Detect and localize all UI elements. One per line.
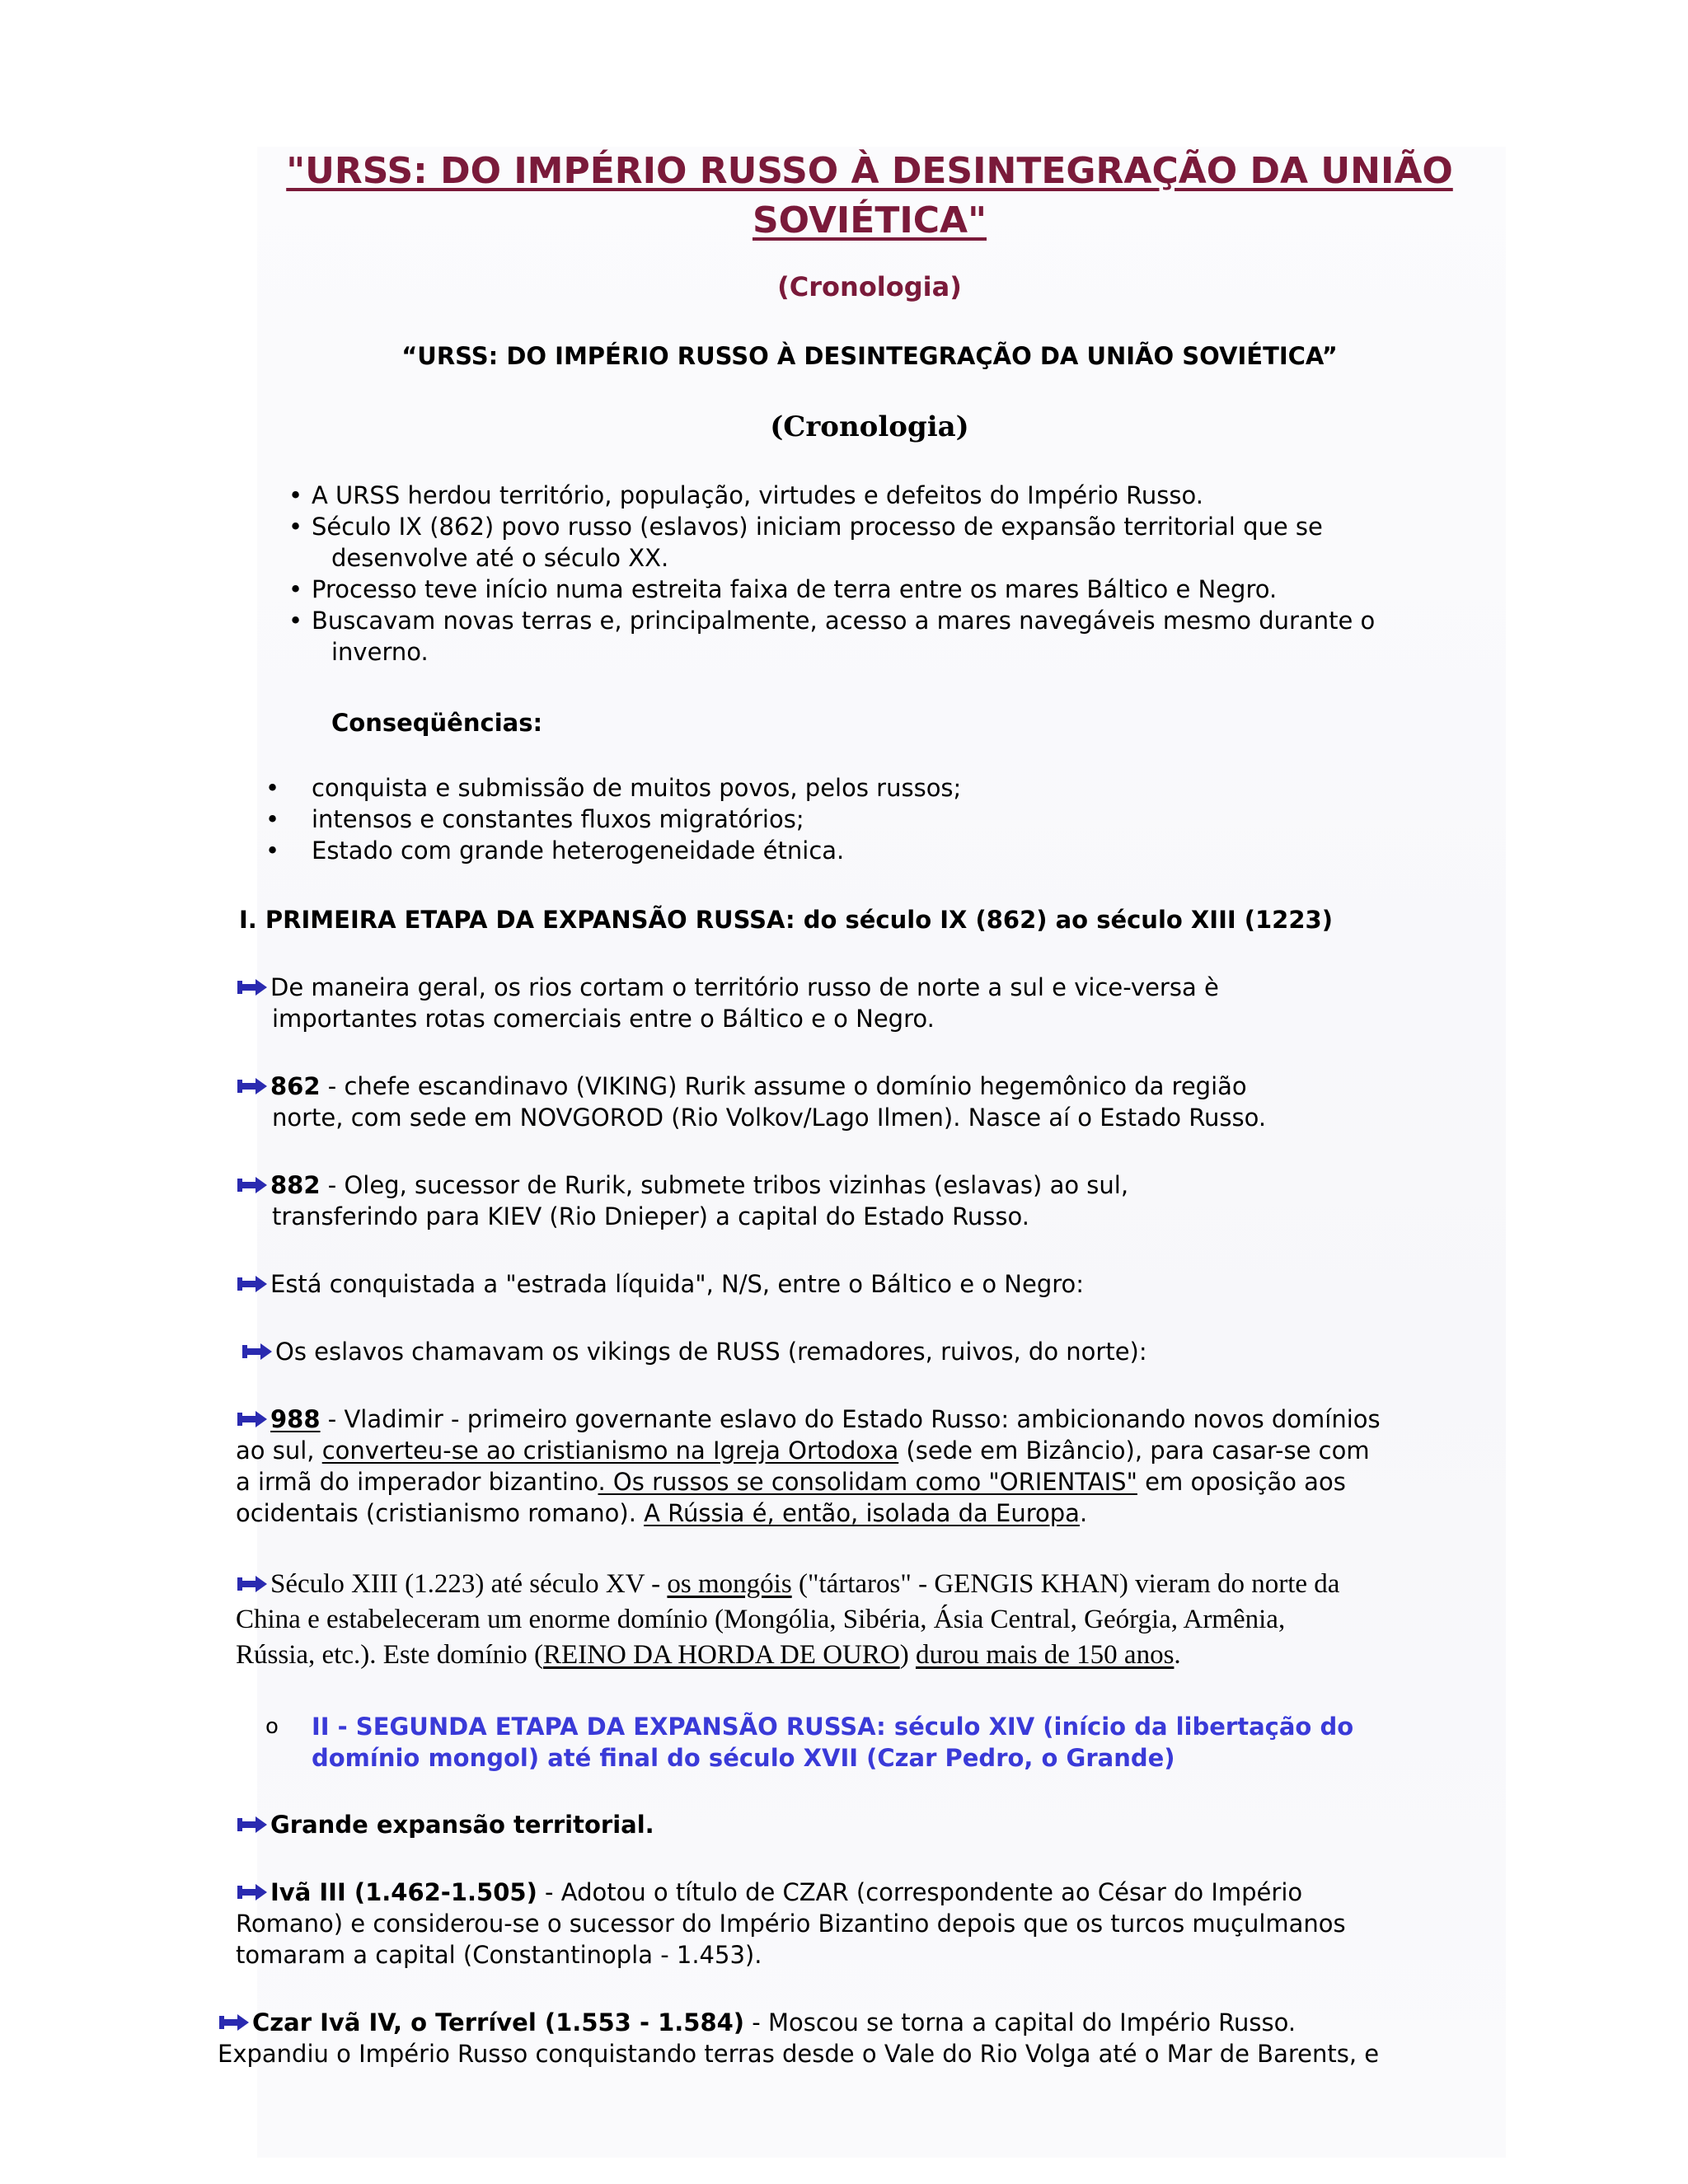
bullet-dot-icon: • (288, 575, 303, 603)
list-item: • Estado com grande heterogeneidade étnica. (265, 837, 845, 865)
section2-heading: II - SEGUNDA ETAPA DA EXPANSÃO RUSSA: século XIV (início da libertação do domínio mongol) até final do século XVII (Czar Pedro, o Grande) (312, 1713, 1354, 1772)
paragraph-grande-expansao: Grande expansão territorial. (236, 1809, 1489, 1840)
paragraph-988: 988 - Vladimir - primeiro governante eslavo do Estado Russo: ambicionando novos domínios ao sul, converteu-se ao cristianismo na Igreja Ortodoxa (sede em Bizâncio), para casar-se com a irmã do imperador bizantino. Os russos se consolidam como "ORIENTAIS" em oposição aos ocidentais (cristianismo romano). A Rússia é, então, isolada da Europa. (236, 1405, 1381, 1527)
consequences-list (265, 772, 1482, 866)
pointing-hand-arrow-icon (236, 1882, 269, 1902)
pointing-hand-arrow-icon (218, 2013, 251, 2032)
bullet-dot-icon: • (265, 837, 280, 865)
list-item: • conquista e submissão de muitos povos, pelos russos; (265, 774, 962, 802)
consequences-heading: Conseqüências: (331, 709, 543, 737)
section1-heading: I. PRIMEIRA ETAPA DA EXPANSÃO RUSSA: do século IX (862) ao século XIII (1223) (239, 906, 1333, 934)
list-item: • Século IX (862) povo russo (eslavos) iniciam processo de expansão territorial que se desenvolve até o século XX. (288, 513, 1323, 572)
pointing-hand-arrow-icon (236, 1574, 269, 1594)
pointing-hand-arrow-icon (236, 977, 269, 997)
paragraph-russ: Os eslavos chamavam os vikings de RUSS (remadores, ruivos, do norte): (241, 1336, 1493, 1367)
document-subtitle-repeat: (Cronologia) (770, 410, 969, 443)
paragraph-iva-iii: Ivã III (1.462-1.505) - Adotou o título de CZAR (correspondente ao César do Império Romano) e considerou-se o sucessor do Império Bizantino depois que os turcos muçulmanos tomaram a capital (Constantinopla - 1.453). (236, 1878, 1346, 1969)
intro-list (288, 480, 1482, 668)
content-background (257, 147, 1506, 2158)
list-item: • Processo teve início numa estreita faixa de terra entre os mares Báltico e Negro. (288, 575, 1278, 603)
document-title-repeat: “URSS: DO IMPÉRIO RUSSO À DESINTEGRAÇÃO DA UNIÃO SOVIÉTICA” (401, 342, 1338, 370)
paragraph-estrada: Está conquistada a "estrada líquida", N/S, entre o Báltico e o Negro: (236, 1268, 1489, 1300)
paragraph-862: 862 - chefe escandinavo (VIKING) Rurik assume o domínio hegemônico da região norte, com sede em NOVGOROD (Rio Volkov/Lago Ilmen). Nasce aí o Estado Russo. (236, 1071, 1489, 1133)
pointing-hand-arrow-icon (236, 1076, 269, 1096)
document-subtitle: (Cronologia) (777, 271, 962, 302)
document-title: "URSS: DO IMPÉRIO RUSSO À DESINTEGRAÇÃO DA UNIÃO SOVIÉTICA" (286, 150, 1453, 241)
bullet-dot-icon: • (288, 513, 303, 541)
list-item: • Buscavam novas terras e, principalmente, acesso a mares navegáveis mesmo durante o inverno. (288, 607, 1376, 666)
paragraph-mongols: Século XIII (1.223) até século XV - os mongóis ("tártaros" - GENGIS KHAN) vieram do norte da China e estabeleceram um enorme domínio (Mongólia, Sibéria, Ásia Central, Geórgia, Armênia, Rússia, etc.). Este domínio (REINO DA HORDA DE OURO) durou mais de 150 anos. (236, 1569, 1340, 1670)
list-item: • A URSS herdou território, população, virtudes e defeitos do Império Russo. (288, 481, 1203, 509)
paragraph-rivers: De maneira geral, os rios cortam o território russo de norte a sul e vice-versa è importantes rotas comerciais entre o Báltico e o Negro. (236, 972, 1489, 1034)
list-item: • intensos e constantes fluxos migratórios; (265, 805, 804, 833)
section2-bullet: o (265, 1714, 279, 1739)
pointing-hand-arrow-icon (236, 1274, 269, 1294)
bullet-dot-icon: • (265, 805, 280, 833)
paragraph-iva-iv: Czar Ivã IV, o Terrível (1.553 - 1.584) - Moscou se torna a capital do Império Russo. Expandiu o Império Russo conquistando terras desde o Vale do Rio Volga até o Mar de Barents, e (218, 2008, 1380, 2068)
paragraph-882: 882 - Oleg, sucessor de Rurik, submete tribos vizinhas (eslavas) ao sul, transferindo para KIEV (Rio Dnieper) a capital do Estado Russo. (236, 1169, 1489, 1232)
bullet-dot-icon: • (288, 607, 303, 635)
bullet-dot-icon: • (288, 481, 303, 509)
pointing-hand-arrow-icon (236, 1175, 269, 1195)
pointing-hand-arrow-icon (241, 1342, 274, 1361)
pointing-hand-arrow-icon (236, 1815, 269, 1835)
pointing-hand-arrow-icon (236, 1409, 269, 1429)
bullet-dot-icon: • (265, 774, 280, 802)
